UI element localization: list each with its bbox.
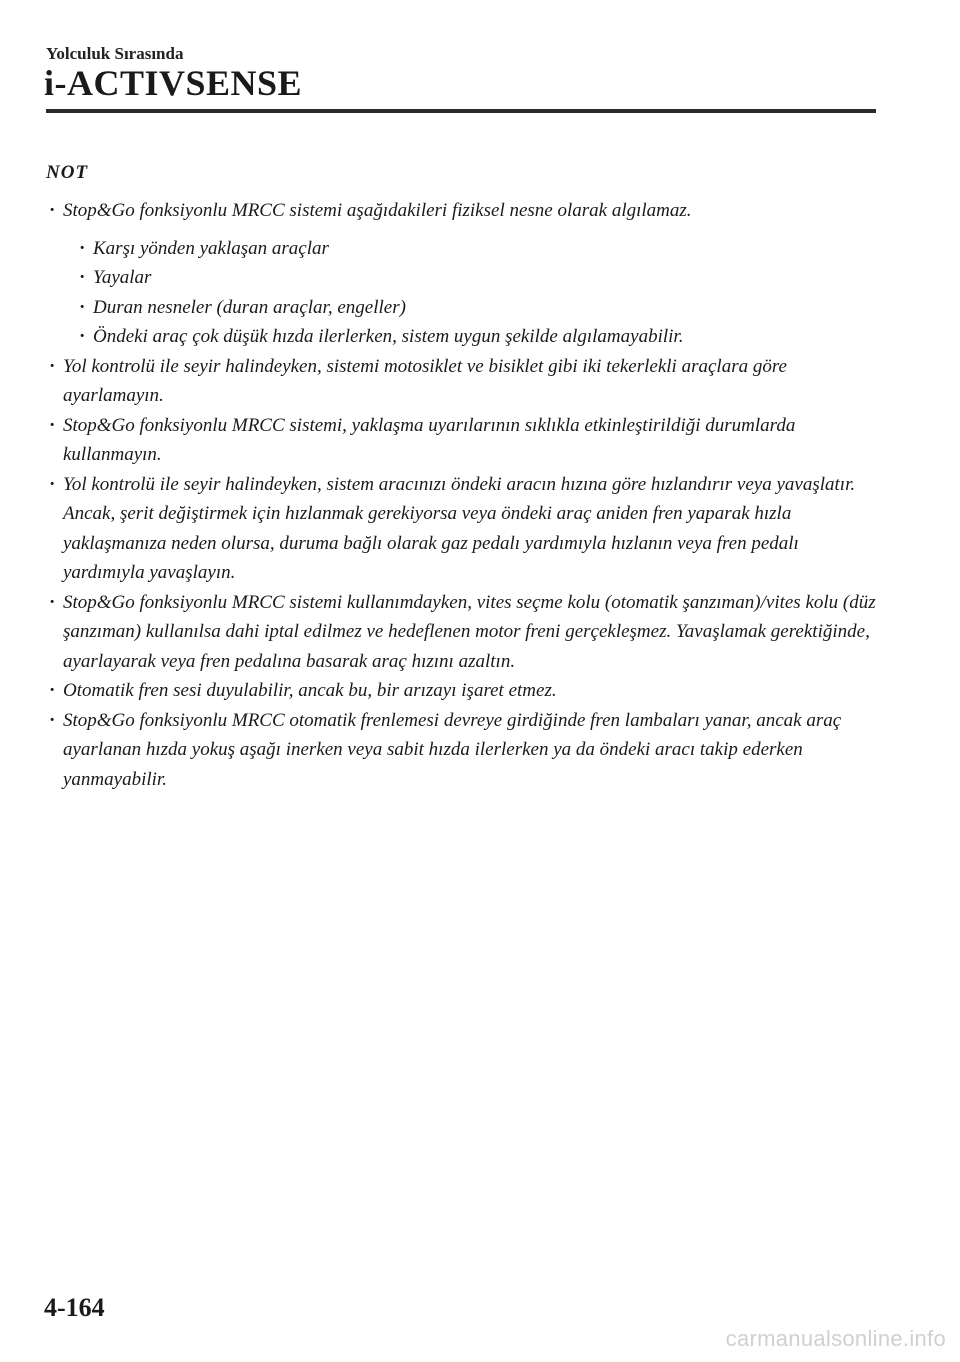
section-label: Yolculuk Sırasında bbox=[46, 44, 184, 63]
list-item: · Yol kontrolü ile seyir halindeyken, sistem aracınızı öndeki aracın hızına göre hızlandırır veya yavaşlatır. Ancak, şerit değiştirmek için hızlanmak gerekiyorsa veya öndeki araç aniden fren yaparak hızla yaklaşmanıza neden olursa, duruma bağlı olarak gaz pedalı yardımıyla hızlanın veya fren pedalı yardımıyla yavaşlayın. bbox=[46, 470, 876, 588]
list-item: · Stop&Go fonksiyonlu MRCC otomatik frenlemesi devreye girdiğinde fren lambaları yanar, ancak araç ayarlanan hızda yokuş aşağı inerken veya sabit hızda ilerlerken ya da öndeki aracı takip ederken yanmayabilir. bbox=[46, 706, 876, 795]
list-item: · Stop&Go fonksiyonlu MRCC sistemi, yaklaşma uyarılarının sıklıkla etkinleştirildiği durumlarda kullanmayın. bbox=[46, 411, 876, 470]
sub-list-item: · Öndeki araç çok düşük hızda ilerlerken, sistem uygun şekilde algılamayabilir. bbox=[76, 322, 876, 352]
title-divider bbox=[46, 109, 876, 113]
sub-list-item: · Karşı yönden yaklaşan araçlar bbox=[76, 234, 876, 264]
sub-list-item: · Duran nesneler (duran araçlar, engeller) bbox=[76, 293, 876, 323]
list-item: · Stop&Go fonksiyonlu MRCC sistemi aşağıdakileri fiziksel nesne olarak algılamaz. bbox=[46, 196, 876, 226]
watermark: carmanualsonline.info bbox=[725, 1326, 946, 1351]
list-item: · Stop&Go fonksiyonlu MRCC sistemi kullanımdayken, vites seçme kolu (otomatik şanzıman)/vites kolu (düz şanzıman) kullanılsa dahi iptal edilmez ve hedeflenen motor freni gerçekleşmez. Yavaşlamak gerektiğinde, ayarlayarak veya fren pedalına basarak araç hızını azaltın. bbox=[46, 588, 876, 677]
chapter-title: i-ACTIVSENSE bbox=[44, 63, 303, 103]
page-number: 4-164 bbox=[44, 1293, 105, 1322]
note-heading: NOT bbox=[46, 162, 89, 183]
sub-list-item: · Yayalar bbox=[76, 263, 876, 293]
note-body bbox=[46, 196, 876, 794]
list-item: · Yol kontrolü ile seyir halindeyken, sistemi motosiklet ve bisiklet gibi iki tekerlekli araçlara göre ayarlamayın. bbox=[46, 352, 876, 411]
sub-list bbox=[46, 234, 876, 352]
list-item: · Otomatik fren sesi duyulabilir, ancak bu, bir arızayı işaret etmez. bbox=[46, 676, 876, 706]
